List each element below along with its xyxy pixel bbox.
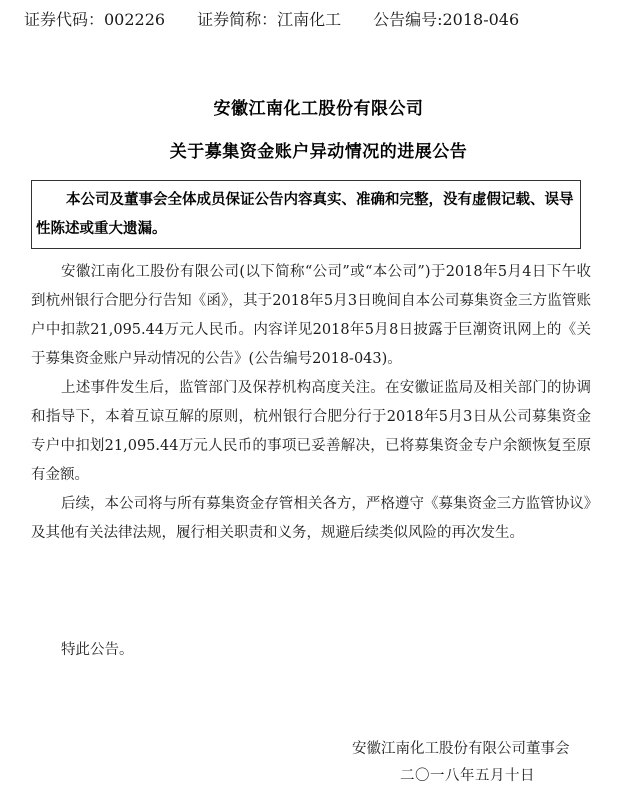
board-statement-box — [31, 180, 581, 249]
body-paragraph: 后续，本公司将与所有募集资金存管相关各方，严格遵守《募集资金三方监管协议》及其他有关法律法规，履行相关职责和义务，规避后续类似风险的再次发生。 — [31, 496, 591, 541]
closing-remark: 特此公告。 — [61, 642, 134, 658]
issuer-signature: 安徽江南化工股份有限公司董事会 — [352, 741, 570, 757]
company-title: 安徽江南化工股份有限公司 — [213, 99, 424, 119]
announcement-date: 二〇一八年五月十日 — [400, 768, 535, 784]
announcement-title: 关于募集资金账户异动情况的进展公告 — [169, 142, 468, 162]
announcement-body — [31, 258, 591, 548]
body-paragraph: 上述事件发生后，监管部门及保荐机构高度关注。在安徽证监局及相关部门的协调和指导下，本着互谅互解的原则，杭州银行合肥分行于2018年5月3日从公司募集资金专户中扣划21,095.44万元人民币的事项已妥善解决，已将募集资金专户余额恢复至原有金额。 — [31, 380, 591, 483]
document-header — [24, 9, 519, 31]
board-statement-text: 本公司及董事会全体成员保证公告内容真实、准确和完整，没有虚假记载、误导性陈述或重大遗漏。 — [36, 192, 574, 237]
announcement-number: 公告编号:2018-046 — [373, 10, 520, 29]
stock-name: 证券简称：江南化工 — [197, 10, 342, 29]
stock-code: 证券代码：002226 — [24, 10, 166, 29]
body-paragraph: 安徽江南化工股份有限公司(以下简称“公司”或“本公司”)于2018年5月4日下午收到杭州银行合肥分行告知《函》，其于2018年5月3日晚间自本公司募集资金三方监管账户中扣款21,095.44万元人民币。内容详见2018年5月8日披露于巨潮资讯网上的《关于募集资金账户异动情况的公告》(公告编号2018-043)。 — [31, 264, 591, 367]
